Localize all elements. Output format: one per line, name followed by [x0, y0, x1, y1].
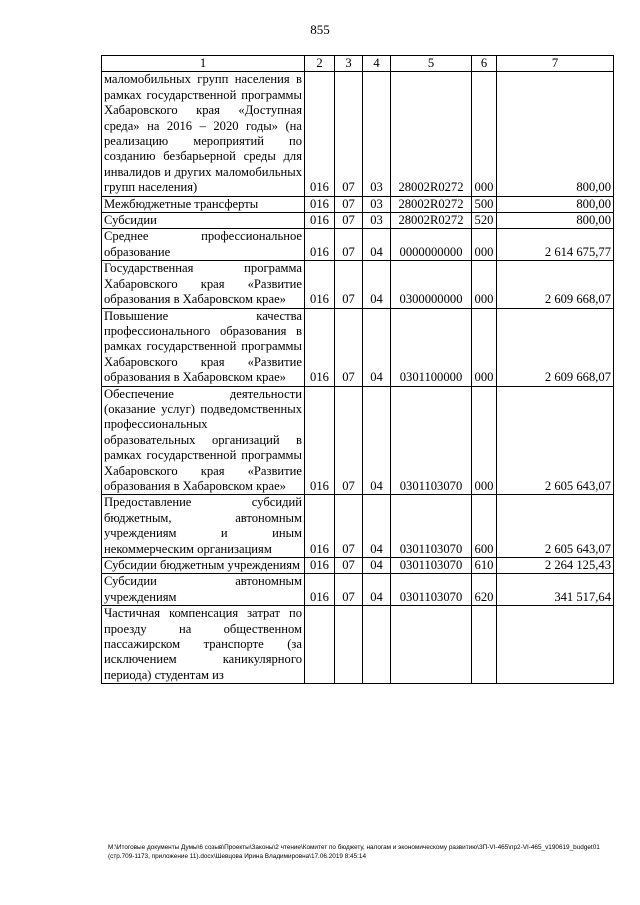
- row-col-7: 341 517,64: [497, 574, 614, 606]
- row-col-4: 04: [363, 495, 391, 558]
- table-row: [102, 213, 614, 229]
- row-col-4: 04: [363, 261, 391, 308]
- row-col-5: 28002R0272: [391, 196, 472, 212]
- row-col-2: 016: [305, 261, 335, 308]
- row-col-6: 000: [472, 308, 497, 386]
- table-row: [102, 229, 614, 261]
- row-col-7: 2 609 668,07: [497, 308, 614, 386]
- row-name: Субсидии автономным учреждениям: [102, 574, 305, 606]
- row-col-3: 07: [335, 213, 363, 229]
- row-col-5: 28002R0272: [391, 72, 472, 196]
- row-name: Среднее профессиональное образование: [102, 229, 305, 261]
- row-name: Государственная программа Хабаровского края «Развитие образования в Хабаровском крае»: [102, 261, 305, 308]
- table-row: [102, 386, 614, 495]
- row-col-4: 04: [363, 386, 391, 495]
- row-col-3: 07: [335, 261, 363, 308]
- row-col-4: 04: [363, 574, 391, 606]
- page-number: 855: [310, 22, 330, 37]
- row-col-6: 000: [472, 261, 497, 308]
- row-col-2: 016: [305, 386, 335, 495]
- row-col-3: 07: [335, 196, 363, 212]
- row-col-6: 500: [472, 196, 497, 212]
- row-name: Межбюджетные трансферты: [102, 196, 305, 212]
- row-col-2: 016: [305, 558, 335, 574]
- header-col-1: 1: [102, 56, 305, 72]
- row-col-7: 2 614 675,77: [497, 229, 614, 261]
- row-col-6: 000: [472, 229, 497, 261]
- row-name: Обеспечение деятельности (оказание услуг) подведомственных профессиональных образовательных организаций в рамках государственной программы Хабаровского края «Развитие образования в Хабаровском крае»: [102, 386, 305, 495]
- row-name: Повышение качества профессионального образования в рамках государственной программы Хабаровского края «Развитие образования в Хабаровском крае»: [102, 308, 305, 386]
- file-path-footer: M:\Итоговые документы Думы\6 созыв\Проекты\Законы\2 чтение\Комитет по бюджету, налогам и экономическому развитию\ЗП-VI-465\пр2-VI-465_v190619_budget01 (стр.709-1173, приложение 11).docx\Шевцова Ирина Владимировна\17.06.2019 8:45:14: [108, 844, 600, 860]
- row-col-6: [472, 606, 497, 684]
- row-col-6: 000: [472, 386, 497, 495]
- row-col-3: 07: [335, 308, 363, 386]
- row-col-2: 016: [305, 229, 335, 261]
- row-name: маломобильных групп населения в рамках государственной программы Хабаровского края «Доступная среда» на 2016 – 2020 годы» (на реализацию мероприятий по созданию безбарьерной среды для инвалидов и других маломобильных групп населения): [102, 72, 305, 196]
- header-col-7: 7: [497, 56, 614, 72]
- table-row: [102, 196, 614, 212]
- row-col-4: 04: [363, 308, 391, 386]
- row-col-6: 520: [472, 213, 497, 229]
- row-col-2: [305, 606, 335, 684]
- row-col-7: 2 605 643,07: [497, 386, 614, 495]
- row-name: Субсидии: [102, 213, 305, 229]
- row-col-2: 016: [305, 213, 335, 229]
- row-col-3: 07: [335, 386, 363, 495]
- row-col-6: 600: [472, 495, 497, 558]
- row-col-3: 07: [335, 72, 363, 196]
- row-name: Частичная компенсация затрат по проезду на общественном пассажирском транспорте (за исключением каникулярного периода) студентам из: [102, 606, 305, 684]
- budget-table: [101, 55, 614, 684]
- row-col-7: 2 609 668,07: [497, 261, 614, 308]
- row-col-2: 016: [305, 495, 335, 558]
- row-col-4: 04: [363, 558, 391, 574]
- table-row: [102, 495, 614, 558]
- row-col-2: 016: [305, 574, 335, 606]
- row-col-5: 28002R0272: [391, 213, 472, 229]
- row-col-4: 04: [363, 229, 391, 261]
- row-col-5: 0300000000: [391, 261, 472, 308]
- table-row: [102, 308, 614, 386]
- table-header-row: [102, 56, 614, 72]
- header-col-3: 3: [335, 56, 363, 72]
- table-row: [102, 558, 614, 574]
- row-name: Субсидии бюджетным учреждениям: [102, 558, 305, 574]
- row-col-6: 620: [472, 574, 497, 606]
- row-col-4: 03: [363, 196, 391, 212]
- row-col-6: 610: [472, 558, 497, 574]
- table-row: [102, 574, 614, 606]
- row-col-7: [497, 606, 614, 684]
- row-col-3: 07: [335, 574, 363, 606]
- row-col-5: [391, 606, 472, 684]
- row-col-5: 0301100000: [391, 308, 472, 386]
- row-col-4: [363, 606, 391, 684]
- row-col-4: 03: [363, 72, 391, 196]
- row-col-6: 000: [472, 72, 497, 196]
- row-col-5: 0301103070: [391, 495, 472, 558]
- row-col-7: 800,00: [497, 196, 614, 212]
- row-col-4: 03: [363, 213, 391, 229]
- header-col-6: 6: [472, 56, 497, 72]
- row-col-3: 07: [335, 495, 363, 558]
- header-col-2: 2: [305, 56, 335, 72]
- row-col-3: [335, 606, 363, 684]
- row-col-5: 0301103070: [391, 574, 472, 606]
- table-row: [102, 72, 614, 196]
- table-row: [102, 606, 614, 684]
- row-col-2: 016: [305, 308, 335, 386]
- row-col-7: 800,00: [497, 213, 614, 229]
- row-col-7: 2 264 125,43: [497, 558, 614, 574]
- row-col-7: 800,00: [497, 72, 614, 196]
- row-col-2: 016: [305, 72, 335, 196]
- row-col-3: 07: [335, 229, 363, 261]
- row-col-2: 016: [305, 196, 335, 212]
- row-col-5: 0301103070: [391, 558, 472, 574]
- row-col-3: 07: [335, 558, 363, 574]
- row-name: Предоставление субсидий бюджетным, автономным учреждениям и иным некоммерческим организациям: [102, 495, 305, 558]
- header-col-4: 4: [363, 56, 391, 72]
- table-row: [102, 261, 614, 308]
- row-col-5: 0301103070: [391, 386, 472, 495]
- row-col-5: 0000000000: [391, 229, 472, 261]
- row-col-7: 2 605 643,07: [497, 495, 614, 558]
- header-col-5: 5: [391, 56, 472, 72]
